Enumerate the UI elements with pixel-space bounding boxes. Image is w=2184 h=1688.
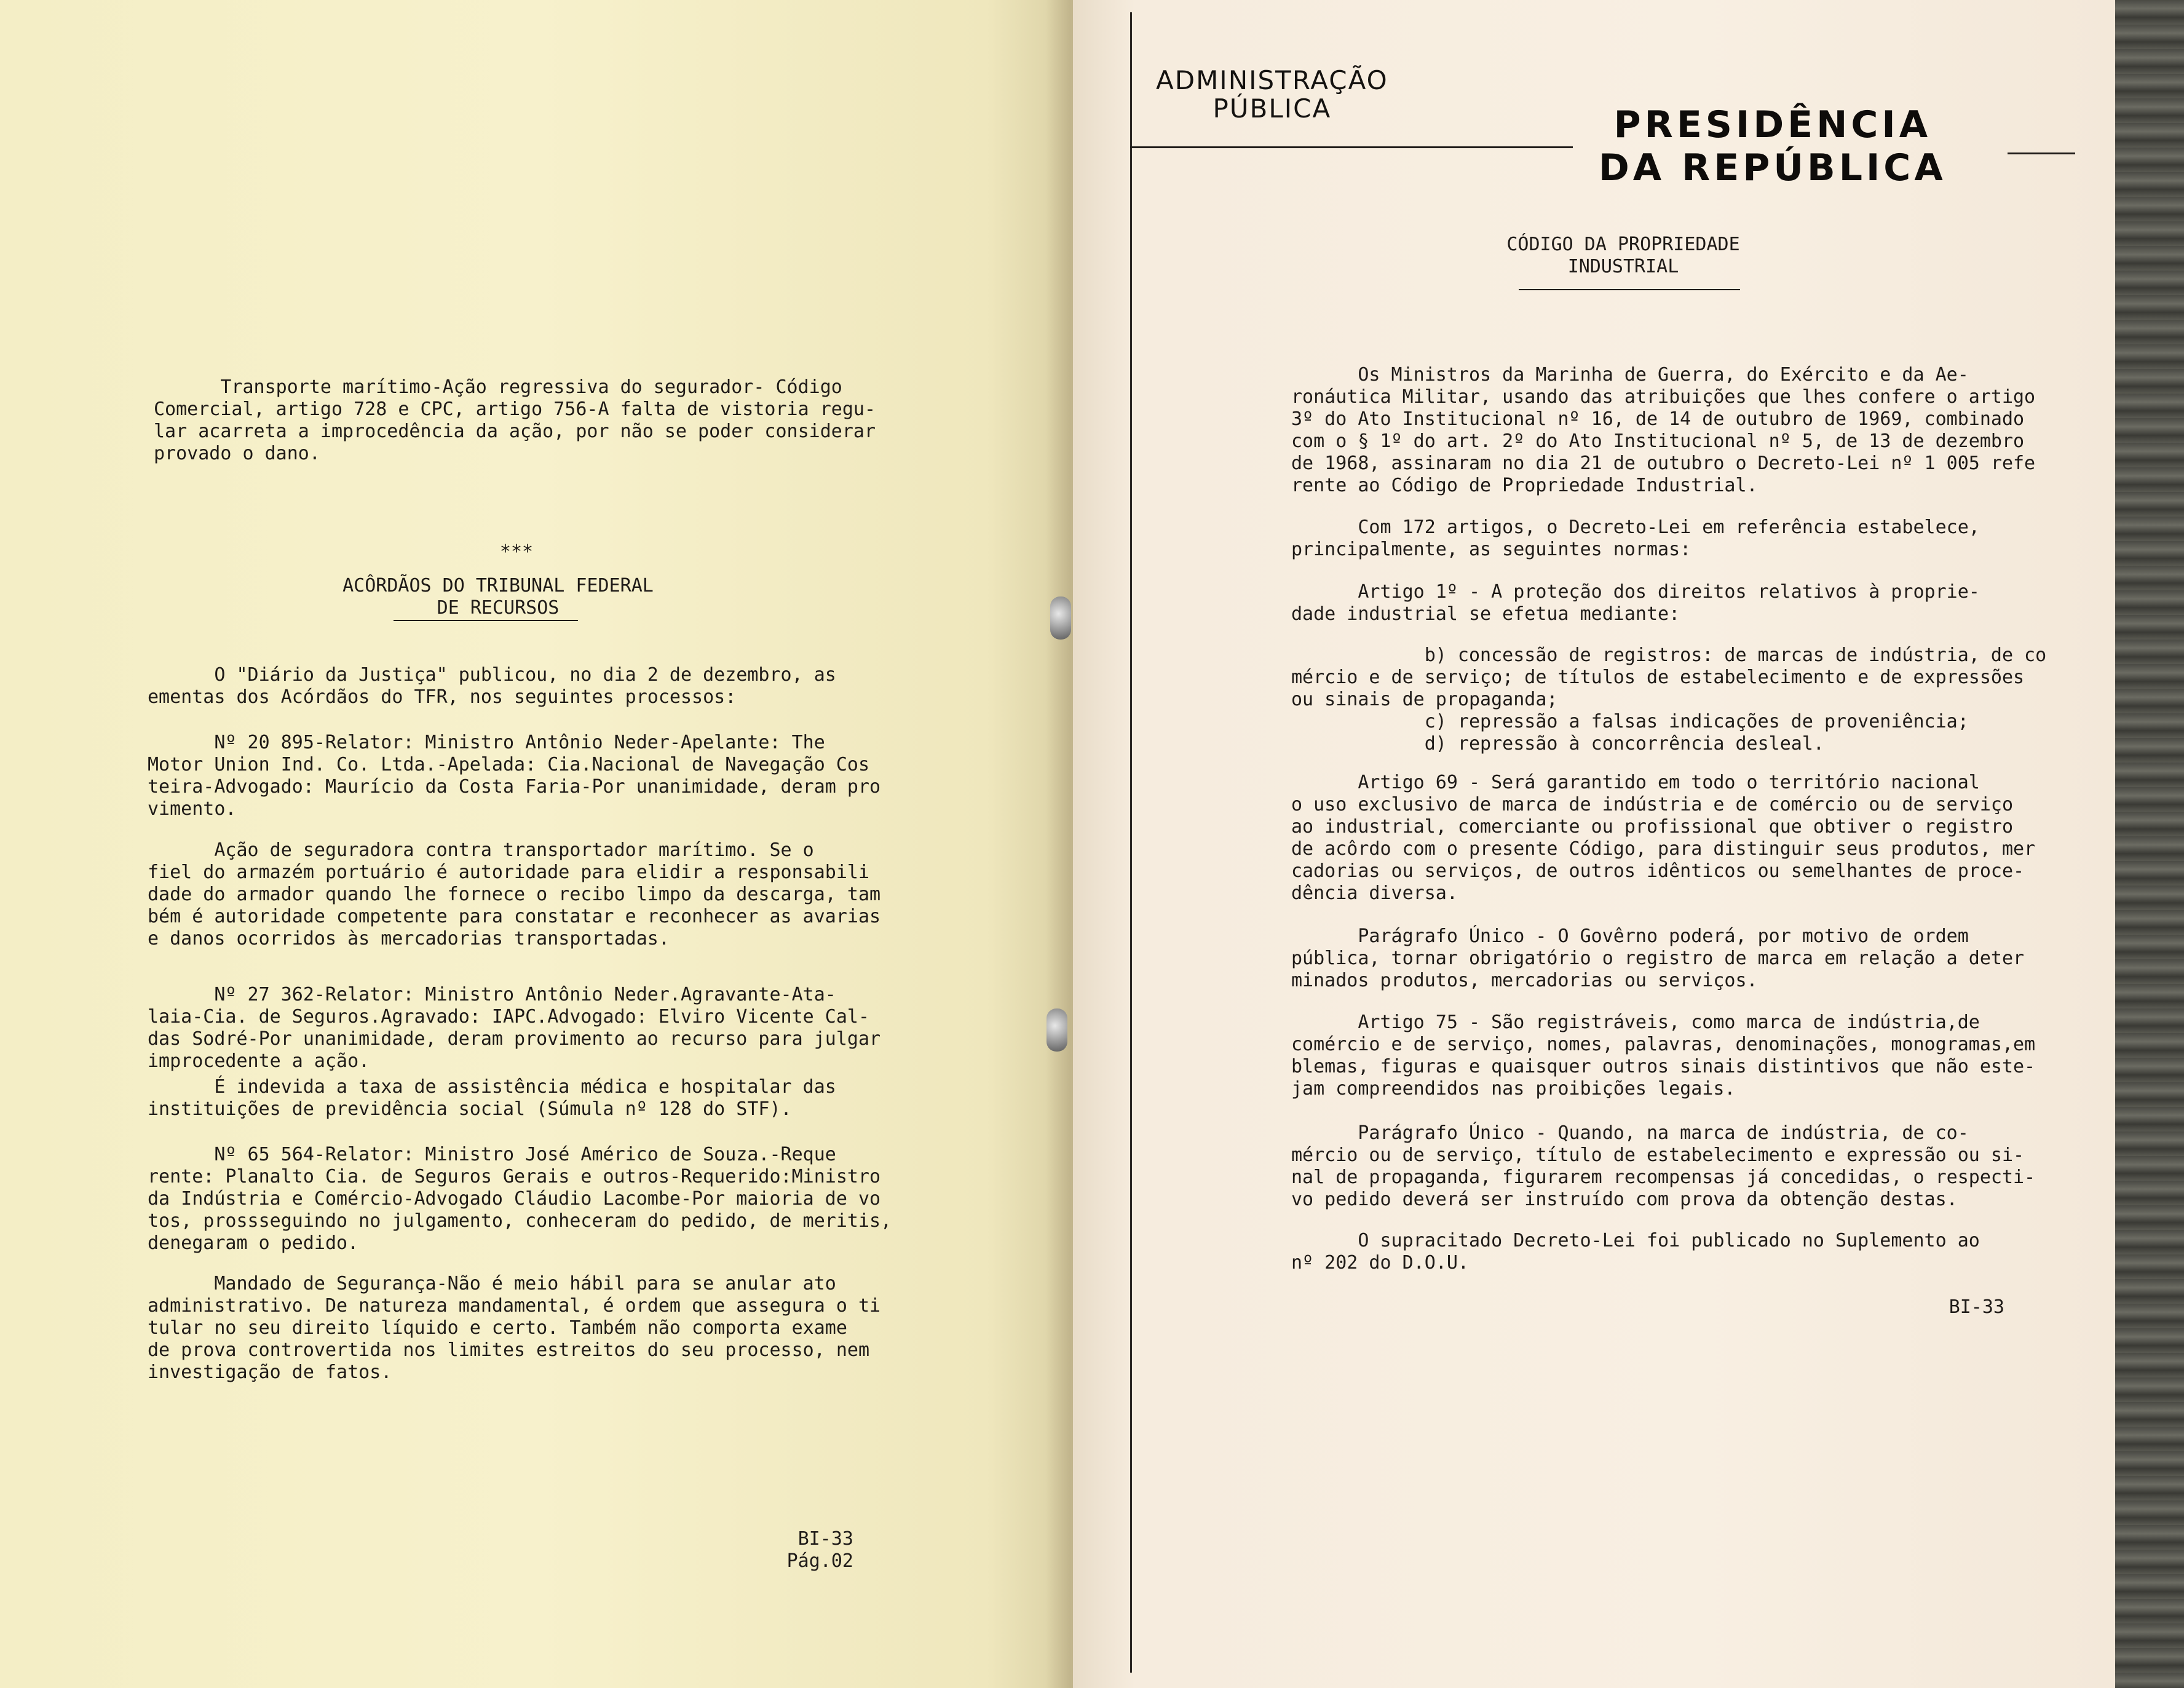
right-paragraph-concessao: b) concessão de registros: de marcas de indústria, de co mércio e de serviço; de títulos de estabelecimento e de expressões ou sinais de propaganda; c) repressão a falsas indicações de proveniência; d) repressão à concorrência desleal. xyxy=(1291,644,2047,755)
right-title: CÓDIGO DA PROPRIEDADE INDUSTRIAL xyxy=(1506,234,1740,277)
page-edge-background xyxy=(2115,0,2184,1688)
right-paragraph-artigo-75: Artigo 75 - São registráveis, como marca de indústria,de comércio e de serviço, nomes, palavras, denominações, monogramas,em blemas, figuras e quaisquer outros sinais distintivos que não este- jam compreendidos nas proibições legais. xyxy=(1291,1012,2036,1100)
right-paragraph-unico-1: Parágrafo Único - O Govêrno poderá, por motivo de ordem pública, tornar obrigatório o registro de marca em relação a deter minados produtos, mercadorias ou serviços. xyxy=(1291,925,2025,991)
left-paragraph-transporte: Transporte marítimo-Ação regressiva do segurador- Código Comercial, artigo 728 e CPC, artigo 756-A falta de vistoria regu- lar acarreta a improcedência da ação, por não se poder considerar provado o dano. xyxy=(154,376,876,464)
right-title-underline xyxy=(1519,289,1740,290)
left-title-underline xyxy=(394,620,578,621)
left-paragraph-mandado: Mandado de Segurança-Não é meio hábil para se anular ato administrativo. De natureza mandamental, é ordem que assegura o ti tular no seu direito líquido e certo. Também não comporta exame de prova controvertida nos limites estreitos do seu processo, nem investigação de fatos. xyxy=(148,1273,881,1383)
left-page-footer: BI-33 Pág.02 xyxy=(786,1528,853,1572)
right-paragraph-unico-2: Parágrafo Único - Quando, na marca de indústria, de co- mércio ou de serviço, título de estabelecimento e expressão ou si- nal de propaganda, figurarem recompensas já concedidas, o respecti- vo pedido deverá ser instruído com prova da obtenção destas. xyxy=(1291,1122,2036,1210)
header-administracao-publica: ADMINISTRAÇÃO PÚBLICA xyxy=(1156,65,1388,124)
left-paragraph-n27362: Nº 27 362-Relator: Ministro Antônio Neder.Agravante-Ata- laia-Cia. de Seguros.Agravado: IAPC.Advogado: Elviro Vicente Cal- das Sodré-Por unanimidade, deram provimento ao recurso para julgar improcedente a ação. xyxy=(148,984,881,1072)
header-presidencia-republica: PRESIDÊNCIA DA REPÚBLICA xyxy=(1599,103,1947,189)
right-paragraph-172-artigos: Com 172 artigos, o Decreto-Lei em referência estabelece, principalmente, as seguintes normas: xyxy=(1291,517,1980,560)
left-separator-asterisks: *** xyxy=(499,541,534,563)
left-paragraph-n65564: Nº 65 564-Relator: Ministro José Américo de Souza.-Reque rente: Planalto Cia. de Seguros Gerais e outros-Requerido:Ministro da Indústria e Comércio-Advogado Cláudio Lacombe-Por maioria de vo tos, prossseguindo no julgamento, conheceram do pedido, de meritis, denegaram o pedido. xyxy=(148,1144,892,1254)
right-margin-line xyxy=(1130,12,1132,1673)
right-paragraph-supracitado: O supracitado Decreto-Lei foi publicado no Suplemento ao nº 202 do D.O.U. xyxy=(1291,1230,1980,1274)
right-paragraph-ministros: Os Ministros da Marinha de Guerra, do Exército e da Ae- ronáutica Militar, usando das atribuições que lhes confere o artigo 3º do Ato Institucional nº 16, de 14 de outubro de 1969, combinado com o § 1º do art. 2º do Ato Institucional nº 5, de 13 de dezembro de 1968, assinaram no dia 21 de outubro o Decreto-Lei nº 1 005 refe rente ao Código de Propriedade Industrial. xyxy=(1291,364,2036,496)
left-paragraph-diario: O "Diário da Justiça" publicou, no dia 2 de dezembro, as ementas dos Acórdãos do TFR, nos seguintes processos: xyxy=(148,664,836,708)
right-page-footer: BI-33 xyxy=(1949,1296,2004,1318)
left-paragraph-n20895: Nº 20 895-Relator: Ministro Antônio Neder-Apelante: The Motor Union Ind. Co. Ltda.-Apelada: Cia.Nacional de Navegação Cos teira-Advogado: Maurício da Costa Faria-Por unanimidade, deram pro vimento. xyxy=(148,732,881,820)
header-rule-left xyxy=(1130,146,1573,148)
right-paragraph-artigo-69: Artigo 69 - Será garantido em todo o território nacional o uso exclusivo de marca de indústria e de comércio ou de serviço ao industrial, comerciante ou profissional que obtiver o registro de acôrdo com o presente Código, para distinguir seus produtos, mer cadorias ou serviços, de outros idênticos ou semelhantes de proce- dência diversa. xyxy=(1291,772,2036,904)
header-rule-right xyxy=(2008,153,2075,154)
staple-top xyxy=(1050,596,1071,640)
left-paragraph-acao-seguradora: Ação de seguradora contra transportador marítimo. Se o fiel do armazém portuário é autoridade para elidir a responsabili dade do armador quando lhe fornece o recibo limpo da descarga, tam bém é autoridade competente para constatar e reconhecer as avarias e danos ocorridos às mercadorias transportadas. xyxy=(148,839,881,949)
left-paragraph-taxa-assistencia: É indevida a taxa de assistência médica e hospitalar das instituições de previdência social (Súmula nº 128 do STF). xyxy=(148,1076,836,1120)
staple-bottom xyxy=(1046,1008,1067,1052)
left-section-title: ACÔRDÃOS DO TRIBUNAL FEDERAL DE RECURSOS xyxy=(342,575,654,619)
right-paragraph-artigo-1: Artigo 1º - A proteção dos direitos relativos à proprie- dade industrial se efetua mediante: xyxy=(1291,581,1980,625)
